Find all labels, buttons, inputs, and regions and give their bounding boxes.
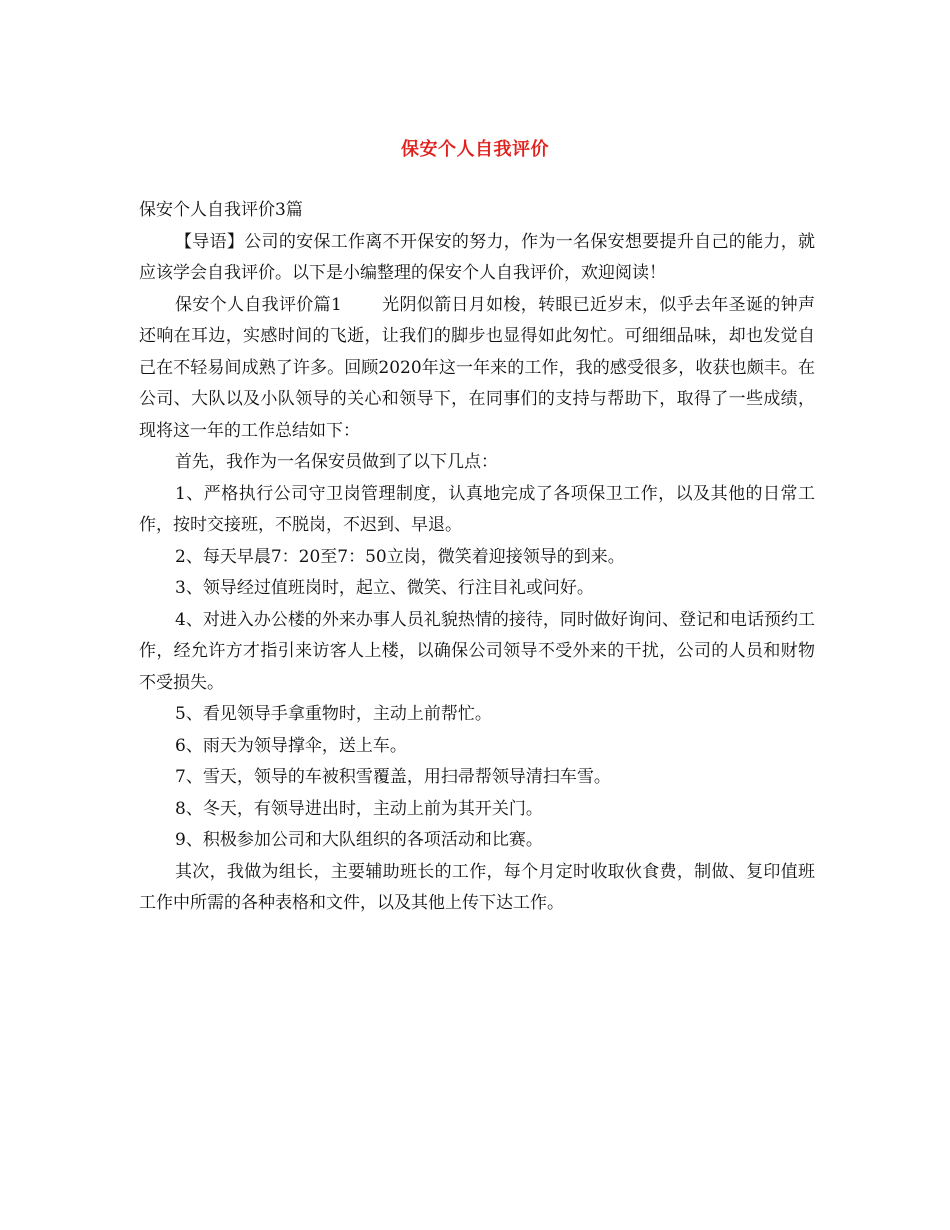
list-item-6: 6、雨天为领导撑伞，送上车。 bbox=[175, 735, 407, 756]
paragraph-subtitle: 保安个人自我评价3篇 bbox=[139, 200, 303, 220]
list-item-9: 9、积极参加公司和大队组织的各项活动和比赛。 bbox=[175, 830, 543, 850]
section-heading: 保安个人自我评价篇1 bbox=[175, 294, 342, 315]
list-item-3: 3、领导经过值班岗时，起立、微笑、行注目礼或问好。 bbox=[175, 578, 594, 598]
paragraph-section-1 bbox=[139, 290, 815, 448]
section-text: 光阴似箭日月如梭，转眼已近岁末，似乎去年圣诞的钟声还响在耳边，实感时间的飞逝，让我们的脚步也显得如此匆忙。可细细品味，却也发觉自己在不轻易间成熟了许多。回顾2020年这一年来的工作，我的感受很多，收获也颇丰。在公司、大队以及小队领导的关心和领导下，在同事们的支持与帮助下，取得了一些成绩，现将这一年的工作总结如下： bbox=[139, 294, 815, 441]
paragraph-second: 其次，我做为组长，主要辅助班长的工作，每个月定时收取伙食费，制做、复印值班工作中所需的各种表格和文件，以及其他上传下达工作。 bbox=[139, 861, 815, 913]
paragraph-first: 首先，我作为一名保安员做到了以下几点： bbox=[175, 452, 498, 472]
list-item-7: 7、雪天，领导的车被积雪覆盖，用扫帚帮领导清扫车雪。 bbox=[175, 767, 611, 787]
list-item-1: 1、严格执行公司守卫岗管理制度，认真地完成了各项保卫工作，以及其他的日常工作，按时交接班，不脱岗，不迟到、早退。 bbox=[139, 483, 815, 535]
list-item-8: 8、冬天，有领导进出时，主动上前为其开关门。 bbox=[175, 798, 543, 819]
list-item-2: 2、每天早晨7：20至7：50立岗，微笑着迎接领导的到来。 bbox=[175, 546, 625, 567]
document-title: 保安个人自我评价 bbox=[401, 139, 549, 160]
document-body bbox=[139, 195, 815, 920]
list-item-5: 5、看见领导手拿重物时，主动上前帮忙。 bbox=[175, 704, 492, 724]
list-item-4: 4、对进入办公楼的外来办事人员礼貌热情的接待，同时做好询问、登记和电话预约工作，经允许方才指引来访客人上楼，以确保公司领导不受外来的干扰，公司的人员和财物不受损失。 bbox=[139, 609, 815, 693]
paragraph-intro: 【导语】公司的安保工作离不开保安的努力，作为一名保安想要提升自己的能力，就应该学会自我评价。以下是小编整理的保安个人自我评价，欢迎阅读！ bbox=[139, 231, 815, 283]
